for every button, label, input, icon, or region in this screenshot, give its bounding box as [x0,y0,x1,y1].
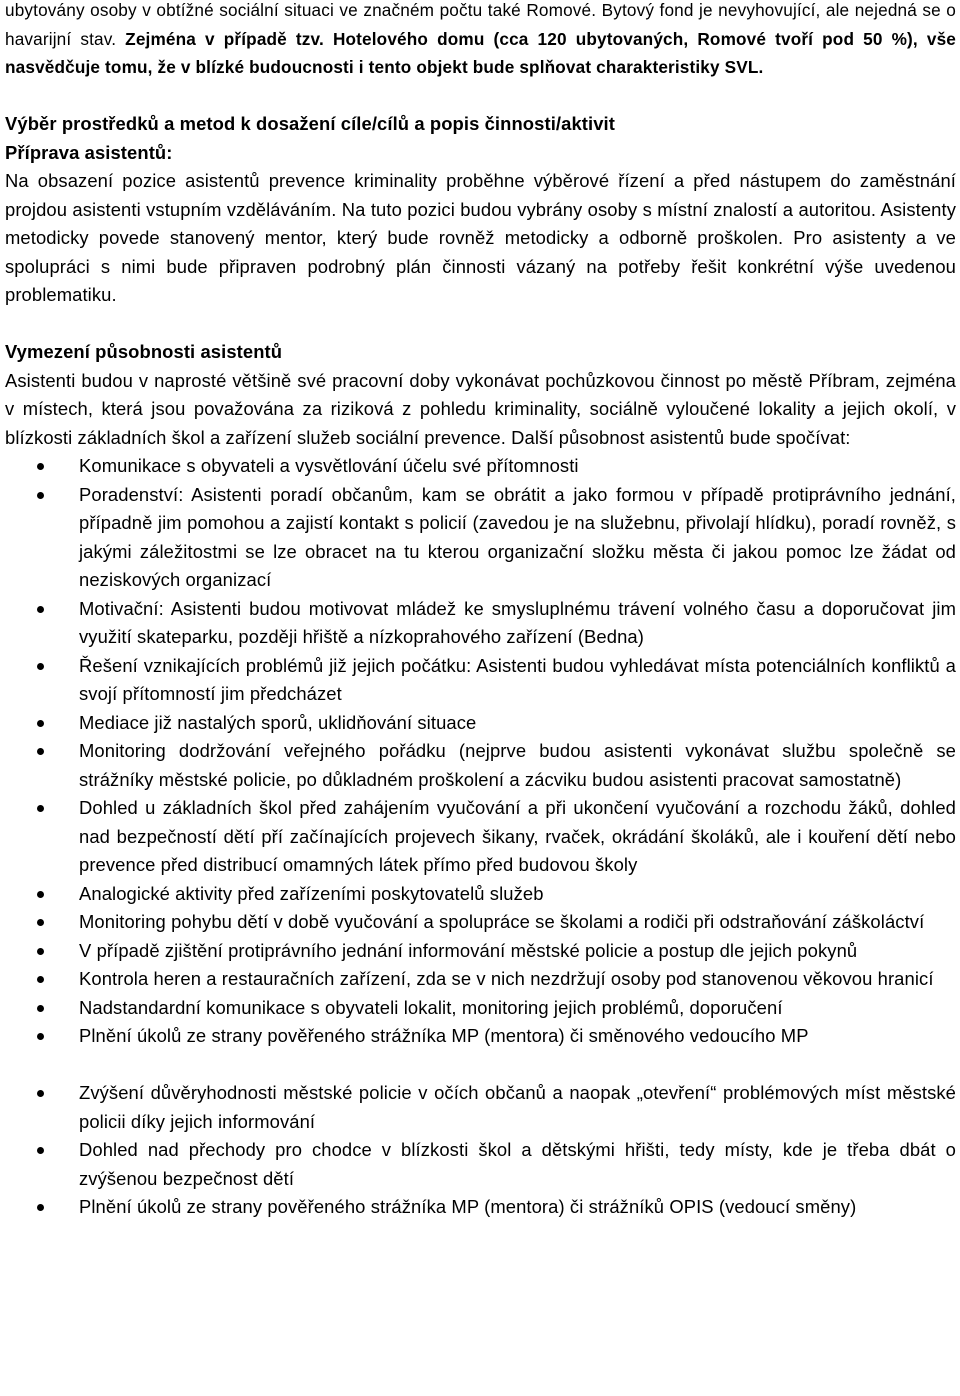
spacer [5,82,956,111]
list-item: V případě zjištění protiprávního jednání informování městské policie a postup dle jejich pokynů [5,937,956,966]
list-item: Motivační: Asistenti budou motivovat mládež ke smysluplnému trávení volného času a doporučovat jim využití skateparku, později hřiště a nízkoprahového zařízení (Bedna) [5,595,956,652]
list-item: Nadstandardní komunikace s obyvateli lokalit, monitoring jejich problémů, doporučení [5,994,956,1023]
list-item: Komunikace s obyvateli a vysvětlování účelu své přítomnosti [5,452,956,481]
intro-paragraph [5,0,956,82]
section-heading-scope: Vymezení působnosti asistentů [5,341,283,362]
list-item: Plnění úkolů ze strany pověřeného strážníka MP (mentora) či směnového vedoucího MP [5,1022,956,1051]
document-page [5,0,956,1222]
list-item: Mediace již nastalých sporů, uklidňování situace [5,709,956,738]
paragraph-scope: Asistenti budou v naprosté většině své pracovní doby vykonávat pochůzkovou činnost po městě Příbram, zejména v místech, která jsou považována za riziková z pohledu kriminality, sociálně vyloučené lokality a jejich okolí, v blízkosti základních škol a zařízení služeb sociální prevence. Další působnost asistentů bude spočívat: [5,369,956,448]
list-item: Dohled nad přechody pro chodce v blízkosti škol a dětskými hřišti, tedy místy, kde je třeba dbát o zvýšenou bezpečnost dětí [5,1136,956,1193]
list-item: Poradenství: Asistenti poradí občanům, kam se obrátit a jako formou v případě protiprávního jednání, případně jim pomohou a zajistí kontakt s policií (zavedou je na služebnu, přivolají hlídku), poradí rovněž, s jakými záležitostmi se lze obracet na tu kterou organizační složku města či jakou pomoc lze žádat od neziskových organizací [5,481,956,595]
list-item: Zvýšení důvěryhodnosti městské policie v očích občanů a naopak „otevření“ problémových míst městské policii díky jejich informování [5,1079,956,1136]
list-item: Dohled u základních škol před zahájením vyučování a při ukončení vyučování a rozchodu žáků, dohled nad bezpečností dětí pří začínajících projevech šikany, rvaček, okrádání školáků, ale i kouření dětí nebo prevence před distribucí omamných látek přímo před budovou školy [5,794,956,880]
section-heading-methods: Výběr prostředků a metod k dosažení cíle/cílů a popis činnosti/aktivit [5,113,615,134]
list-item: Monitoring pohybu dětí v době vyučování a spolupráce se školami a rodiči při odstraňování záškoláctví [5,908,956,937]
bullet-list-activities [5,452,956,1222]
list-item: Monitoring dodržování veřejného pořádku (nejprve budou asistenti vykonávat službu společně se strážníky městské policie, po důkladném proškolení a zácviku budou asistenti pracovat samostatně) [5,737,956,794]
list-item: Řešení vznikajících problémů již jejich počátku: Asistenti budou vyhledávat místa potenciálních konfliktů a svojí přítomností jim předcházet [5,652,956,709]
list-item: Analogické aktivity před zařízeními poskytovatelů služeb [5,880,956,909]
intro-bold-text: Zejména v případě tzv. Hotelového domu (cca 120 ubytovaných, Romové tvoří pod 50 %), vše nasvědčuje tomu, že v blízké budoucnosti i tento objekt bude splňovat charakteristiky SVL. [5,28,957,77]
subheading-assistant-preparation: Příprava asistentů: [5,141,173,163]
list-item: Kontrola heren a restauračních zařízení, zda se v nich nezdržují osoby pod stanovenou věkovou hranicí [5,965,956,994]
spacer [5,310,956,339]
intro-text: ubytovány osoby v obtížné sociální situaci ve značném počtu také Romové. Bytový fond je nevyhovující, ale nejedná se o havarijní stav. [5,0,956,49]
list-item: Plnění úkolů ze strany pověřeného strážníka MP (mentora) či strážníků OPIS (vedoucí směny) [5,1193,956,1222]
paragraph-assistant-preparation: Na obsazení pozice asistentů prevence kriminality proběhne výběrové řízení a před nástupem do zaměstnání projdou asistenti vstupním vzděláváním. Na tuto pozici budou vybrány osoby s místní znalostí a autoritou. Asistenty metodicky povede stanovený mentor, který bude rovněž metodicky a odborně proškolen. Pro asistenty a ve spolupráci s nimi bude připraven podrobný plán činnosti vázaný na potřeby řešit konkrétní výše uvedenou problematiku. [5,170,956,305]
